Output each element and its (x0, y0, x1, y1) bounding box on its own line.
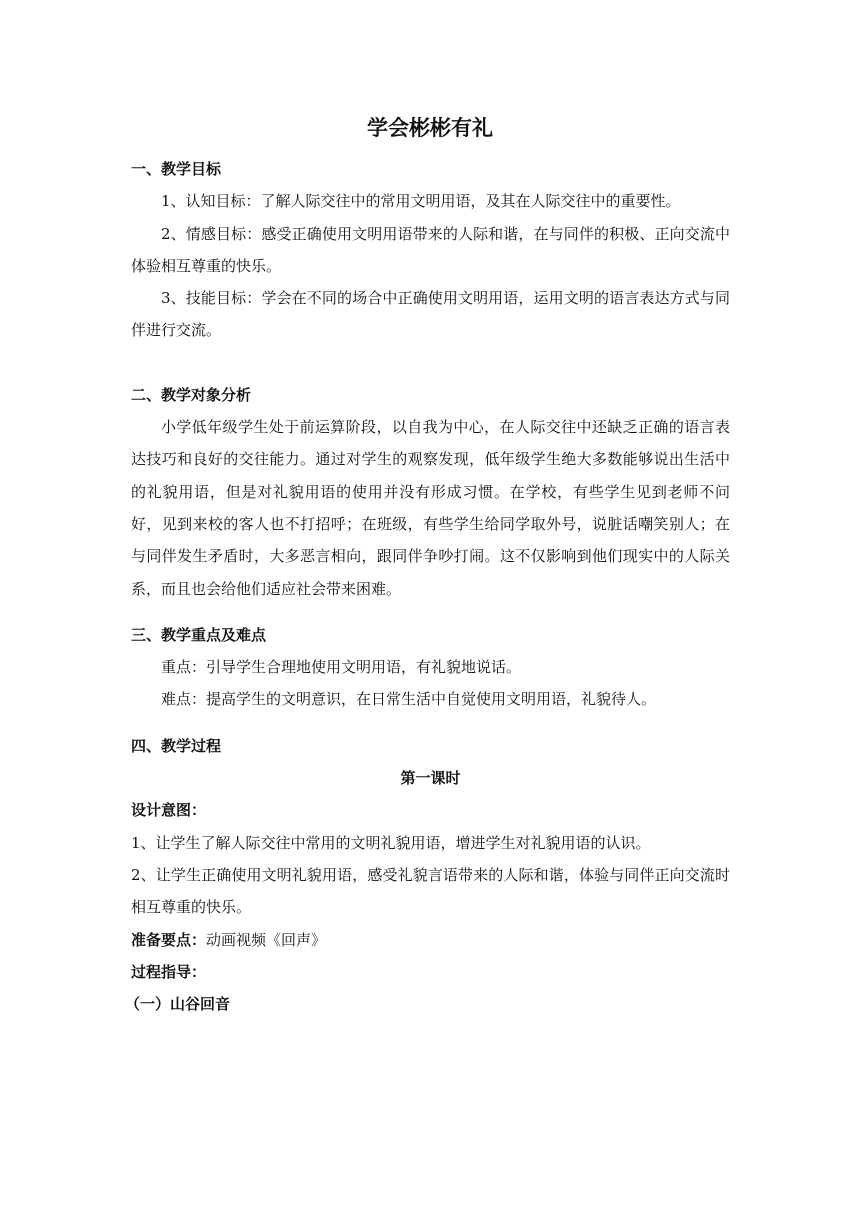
section-heading-process: 四、教学过程 (131, 736, 222, 755)
section-heading-key-points: 三、教学重点及难点 (131, 625, 267, 644)
section-heading-audience: 二、教学对象分析 (131, 385, 252, 404)
document-body (125, 153, 730, 1020)
design-intent-item: 2、让学生正确使用文明礼貌用语，感受礼貌言语带来的人际和谐，体验与同伴正向交流时相互尊重的快乐。 (131, 865, 730, 917)
objective-emotional: 2、情感目标：感受正确使用文明用语带来的人际和谐，在与同伴的积极、正向交流中体验相互尊重的快乐。 (131, 224, 730, 275)
key-point-text: 重点：引导学生合理地使用文明用语，有礼貌地说话。 (161, 658, 522, 677)
document-title: 学会彬彬有礼 (367, 116, 493, 140)
audience-analysis-paragraph: 小学低年级学生处于前运算阶段，以自我为中心，在人际交往中还缺乏正确的语言表达技巧和良好的交往能力。通过对学生的观察发现，低年级学生绝大多数能够说出生活中的礼貌用语，但是对礼貌用语的使用并没有形成习惯。在学校，有些学生见到老师不问好，见到来校的客人也不打招呼；在班级，有些学生给同学取外号，说脏话嘲笑别人；在与同伴发生矛盾时，大多恶言相向，跟同伴争吵打闹。这不仅影响到他们现实中的人际关系，而且也会给他们适应社会带来困难。 (131, 418, 730, 598)
preparation-label: 准备要点： (131, 930, 207, 949)
subsection-heading: （一）山谷回音 (125, 995, 231, 1014)
process-guide-label: 过程指导： (131, 962, 207, 981)
difficulty-text: 难点：提高学生的文明意识，在日常生活中自觉使用文明用语，礼貌待人。 (161, 690, 657, 709)
design-intent-label: 设计意图： (131, 801, 207, 820)
preparation-line (131, 924, 730, 956)
preparation-value: 动画视频《回声》 (206, 930, 327, 949)
lesson-title: 第一课时 (400, 769, 461, 788)
objective-cognitive: 1、认知目标：了解人际交往中的常用文明用语，及其在人际交往中的重要性。 (161, 192, 681, 211)
design-intent-item: 1、让学生了解人际交往中常用的文明礼貌用语，增进学生对礼貌用语的认识。 (131, 833, 651, 852)
objective-skill: 3、技能目标：学会在不同的场合中正确使用文明用语，运用文明的语言表达方式与同伴进行交流。 (131, 289, 730, 340)
section-heading-objectives: 一、教学目标 (131, 160, 222, 178)
